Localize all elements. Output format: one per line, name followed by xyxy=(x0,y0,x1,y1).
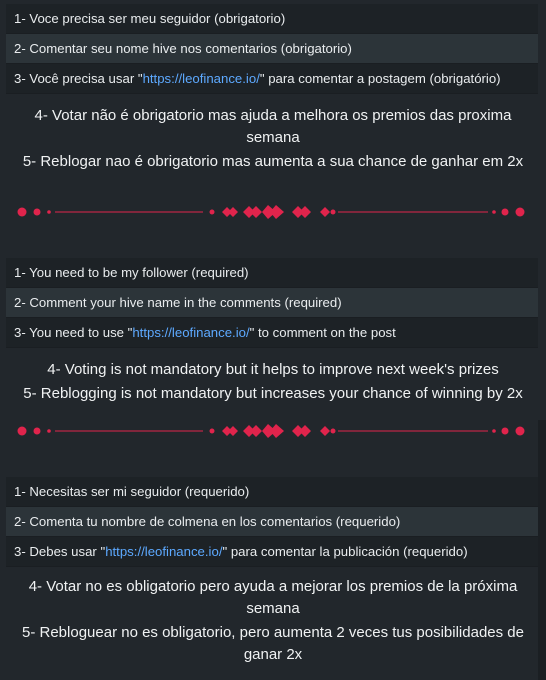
rule-text-suffix: " to comment on the post xyxy=(249,325,396,340)
rule-text: 1- You need to be my follower (required) xyxy=(14,265,249,280)
paragraphs-en xyxy=(0,359,546,405)
leofinance-link[interactable]: https://leofinance.io/ xyxy=(105,544,223,559)
rule-text: 2- Comenta tu nombre de colmena en los comentarios (requerido) xyxy=(14,514,401,529)
reblog-note: 5- Reblogging is not mandatory but increases your chance of winning by 2x xyxy=(23,385,523,402)
leofinance-link[interactable]: https://leofinance.io/ xyxy=(142,71,260,86)
section-portuguese xyxy=(0,4,546,94)
table-row xyxy=(6,507,538,537)
rules-table-pt xyxy=(6,4,538,94)
vote-note: 4- Votar não é obrigatorio mas ajuda a melhora os premios das proxima xyxy=(34,107,512,124)
rule-text: 1- Voce precisa ser meu seguidor (obrigatorio) xyxy=(14,11,286,26)
table-row xyxy=(6,288,538,318)
scrollbar[interactable] xyxy=(538,420,546,680)
table-row xyxy=(6,318,538,348)
rule-text: 2- Comentar seu nome hive nos comentarios (obrigatorio) xyxy=(14,41,352,56)
rules-table-es xyxy=(6,477,538,567)
leofinance-link[interactable]: https://leofinance.io/ xyxy=(132,325,250,340)
table-row xyxy=(6,64,538,94)
red-ornamental-divider-icon xyxy=(0,202,546,222)
table-row xyxy=(6,258,538,288)
rule-text: 2- Comment your hive name in the comments (required) xyxy=(14,295,342,310)
rule-text-prefix: 3- Você precisa usar " xyxy=(14,71,143,86)
section-english xyxy=(0,258,546,348)
red-ornamental-divider-icon xyxy=(0,421,546,441)
reblog-note: 5- Reblogar nao é obrigatorio mas aumenta a sua chance de ganhar em 2x xyxy=(22,153,524,170)
vote-note: 4- Votar no es obligatorio pero ayuda a mejorar los premios de la próxima xyxy=(28,578,518,595)
table-row xyxy=(6,34,538,64)
rules-table-en xyxy=(6,258,538,348)
reblog-note-cont: ganar 2x xyxy=(243,646,303,663)
rule-text-suffix: " para comentar a postagem (obrigatório) xyxy=(259,71,501,86)
vote-note-cont: semana xyxy=(246,129,300,146)
paragraphs-pt xyxy=(0,105,546,173)
rule-text: 1- Necesitas ser mi seguidor (requerido) xyxy=(14,484,250,499)
section-spanish xyxy=(0,477,546,567)
rule-text-prefix: 3- Debes usar " xyxy=(14,544,106,559)
table-row xyxy=(6,477,538,507)
table-row xyxy=(6,4,538,34)
reblog-note: 5- Rebloguear no es obligatorio, pero aumenta 2 veces tus posibilidades de xyxy=(22,624,524,641)
rule-text-suffix: " para comentar la publicación (requerido) xyxy=(222,544,468,559)
paragraphs-es xyxy=(0,576,546,666)
vote-note: 4- Voting is not mandatory but it helps to improve next week's prizes xyxy=(47,361,499,378)
table-row xyxy=(6,537,538,567)
rule-text-prefix: 3- You need to use " xyxy=(14,325,133,340)
vote-note-cont: semana xyxy=(246,600,300,617)
